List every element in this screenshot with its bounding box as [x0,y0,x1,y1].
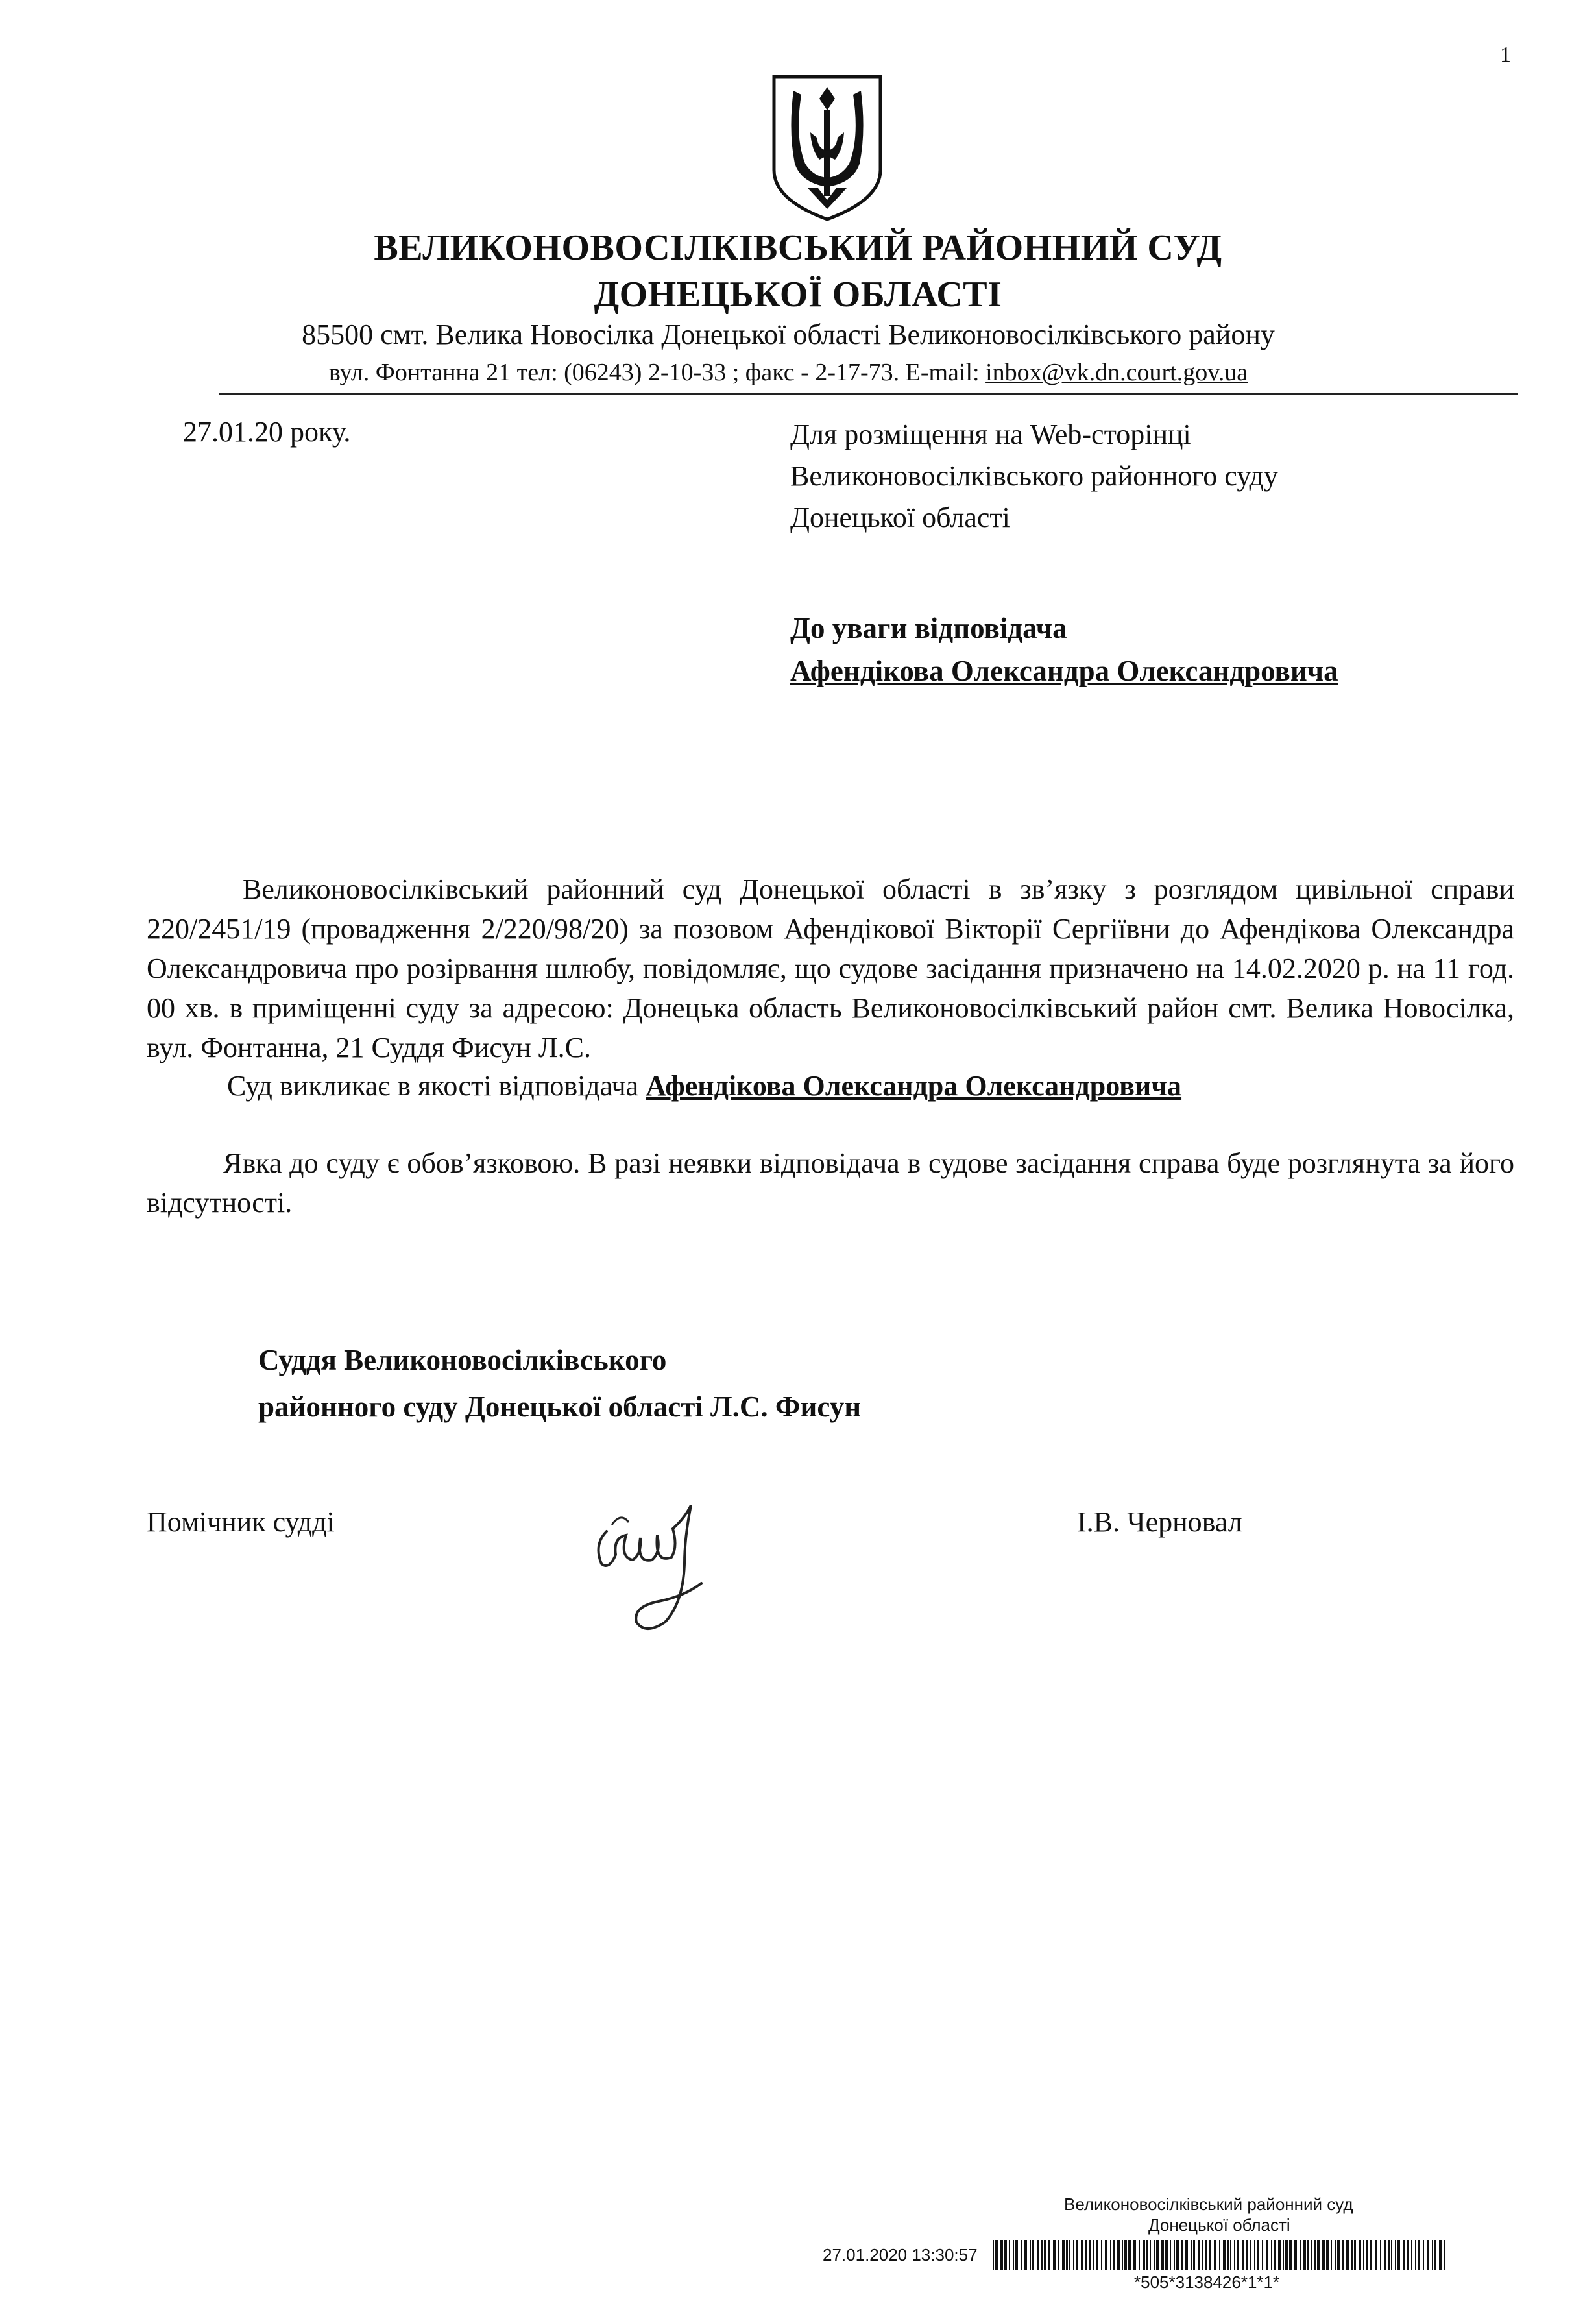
barcode-icon [993,2240,1447,2270]
addressee-block [790,414,1278,539]
stamp-org-line2: Донецької області [1148,2215,1290,2235]
court-address: 85500 смт. Велика Новосілка Донецької області Великоновосілківського району [302,319,1275,350]
trident-emblem-icon [769,73,886,223]
notice-paragraph: Великоновосілківський районний суд Донецької області в зв’язку з розглядом цивільної справи 220/2451/19 (провадження 2/220/98/20) за позовом Афендікової Вікторії Сергіївни до Афендікова Олександра Олександровича про розірвання шлюбу, повідомляє, що судове засідання призначено на 14.02.2020 р. на 11 год. 00 хв. в приміщенні суду за адресою: Донецька область Великоновосілківський район смт. Велика Новосілка, вул. Фонтанна, 21 Суддя Фисун Л.С. [147,873,1514,1063]
court-contacts [0,358,1577,387]
handwritten-signature-icon [587,1492,730,1642]
page-number: 1 [1500,43,1511,67]
summons-defendant-name: Афендікова Олександра Олександровича [646,1070,1182,1102]
email-link[interactable]: inbox@vk.dn.court.gov.ua [985,359,1248,386]
addressee-line1: Для розміщення на Web-сторінці [790,419,1191,450]
header-divider [219,393,1518,395]
stamp-org-line1: Великоновосілківський районний суд [1064,2194,1353,2214]
assistant-label: Помічник судді [147,1506,335,1538]
attention-block [790,607,1338,692]
stamp-datetime: 27.01.2020 13:30:57 [823,2245,978,2265]
addressee-line3: Донецької області [790,502,1010,533]
document-date: 27.01.20 року. [183,416,351,448]
attention-defendant-name: Афендікова Олександра Олександровича [790,655,1338,687]
summons-text: Суд викликає в якості відповідача [227,1070,646,1102]
judge-signature-block [258,1337,861,1430]
judge-line1: Суддя Великоновосілківського [258,1344,667,1376]
warning-paragraph: Явка до суду є обов’язковою. В разі неявки відповідача в судове засідання справа буде розглянута за його відсутності. [147,1147,1514,1219]
summons-line [227,1069,1181,1102]
barcode-number: *505*3138426*1*1* [1134,2272,1280,2292]
contacts-text: вул. Фонтанна 21 тел: (06243) 2-10-33 ; факс - 2-17-73. E-mail: [328,359,986,386]
addressee-line2: Великоновосілківського районного суду [790,460,1278,492]
attention-line1: До уваги відповідача [790,612,1067,644]
judge-line2: районного суду Донецької області Л.С. Фисун [258,1391,862,1423]
court-name-line1: ВЕЛИКОНОВОСІЛКІВСЬКИЙ РАЙОННИЙ СУД [374,228,1222,268]
assistant-name: І.В. Черновал [1077,1506,1242,1538]
court-name-line2: ДОНЕЦЬКОЇ ОБЛАСТІ [594,274,1002,315]
